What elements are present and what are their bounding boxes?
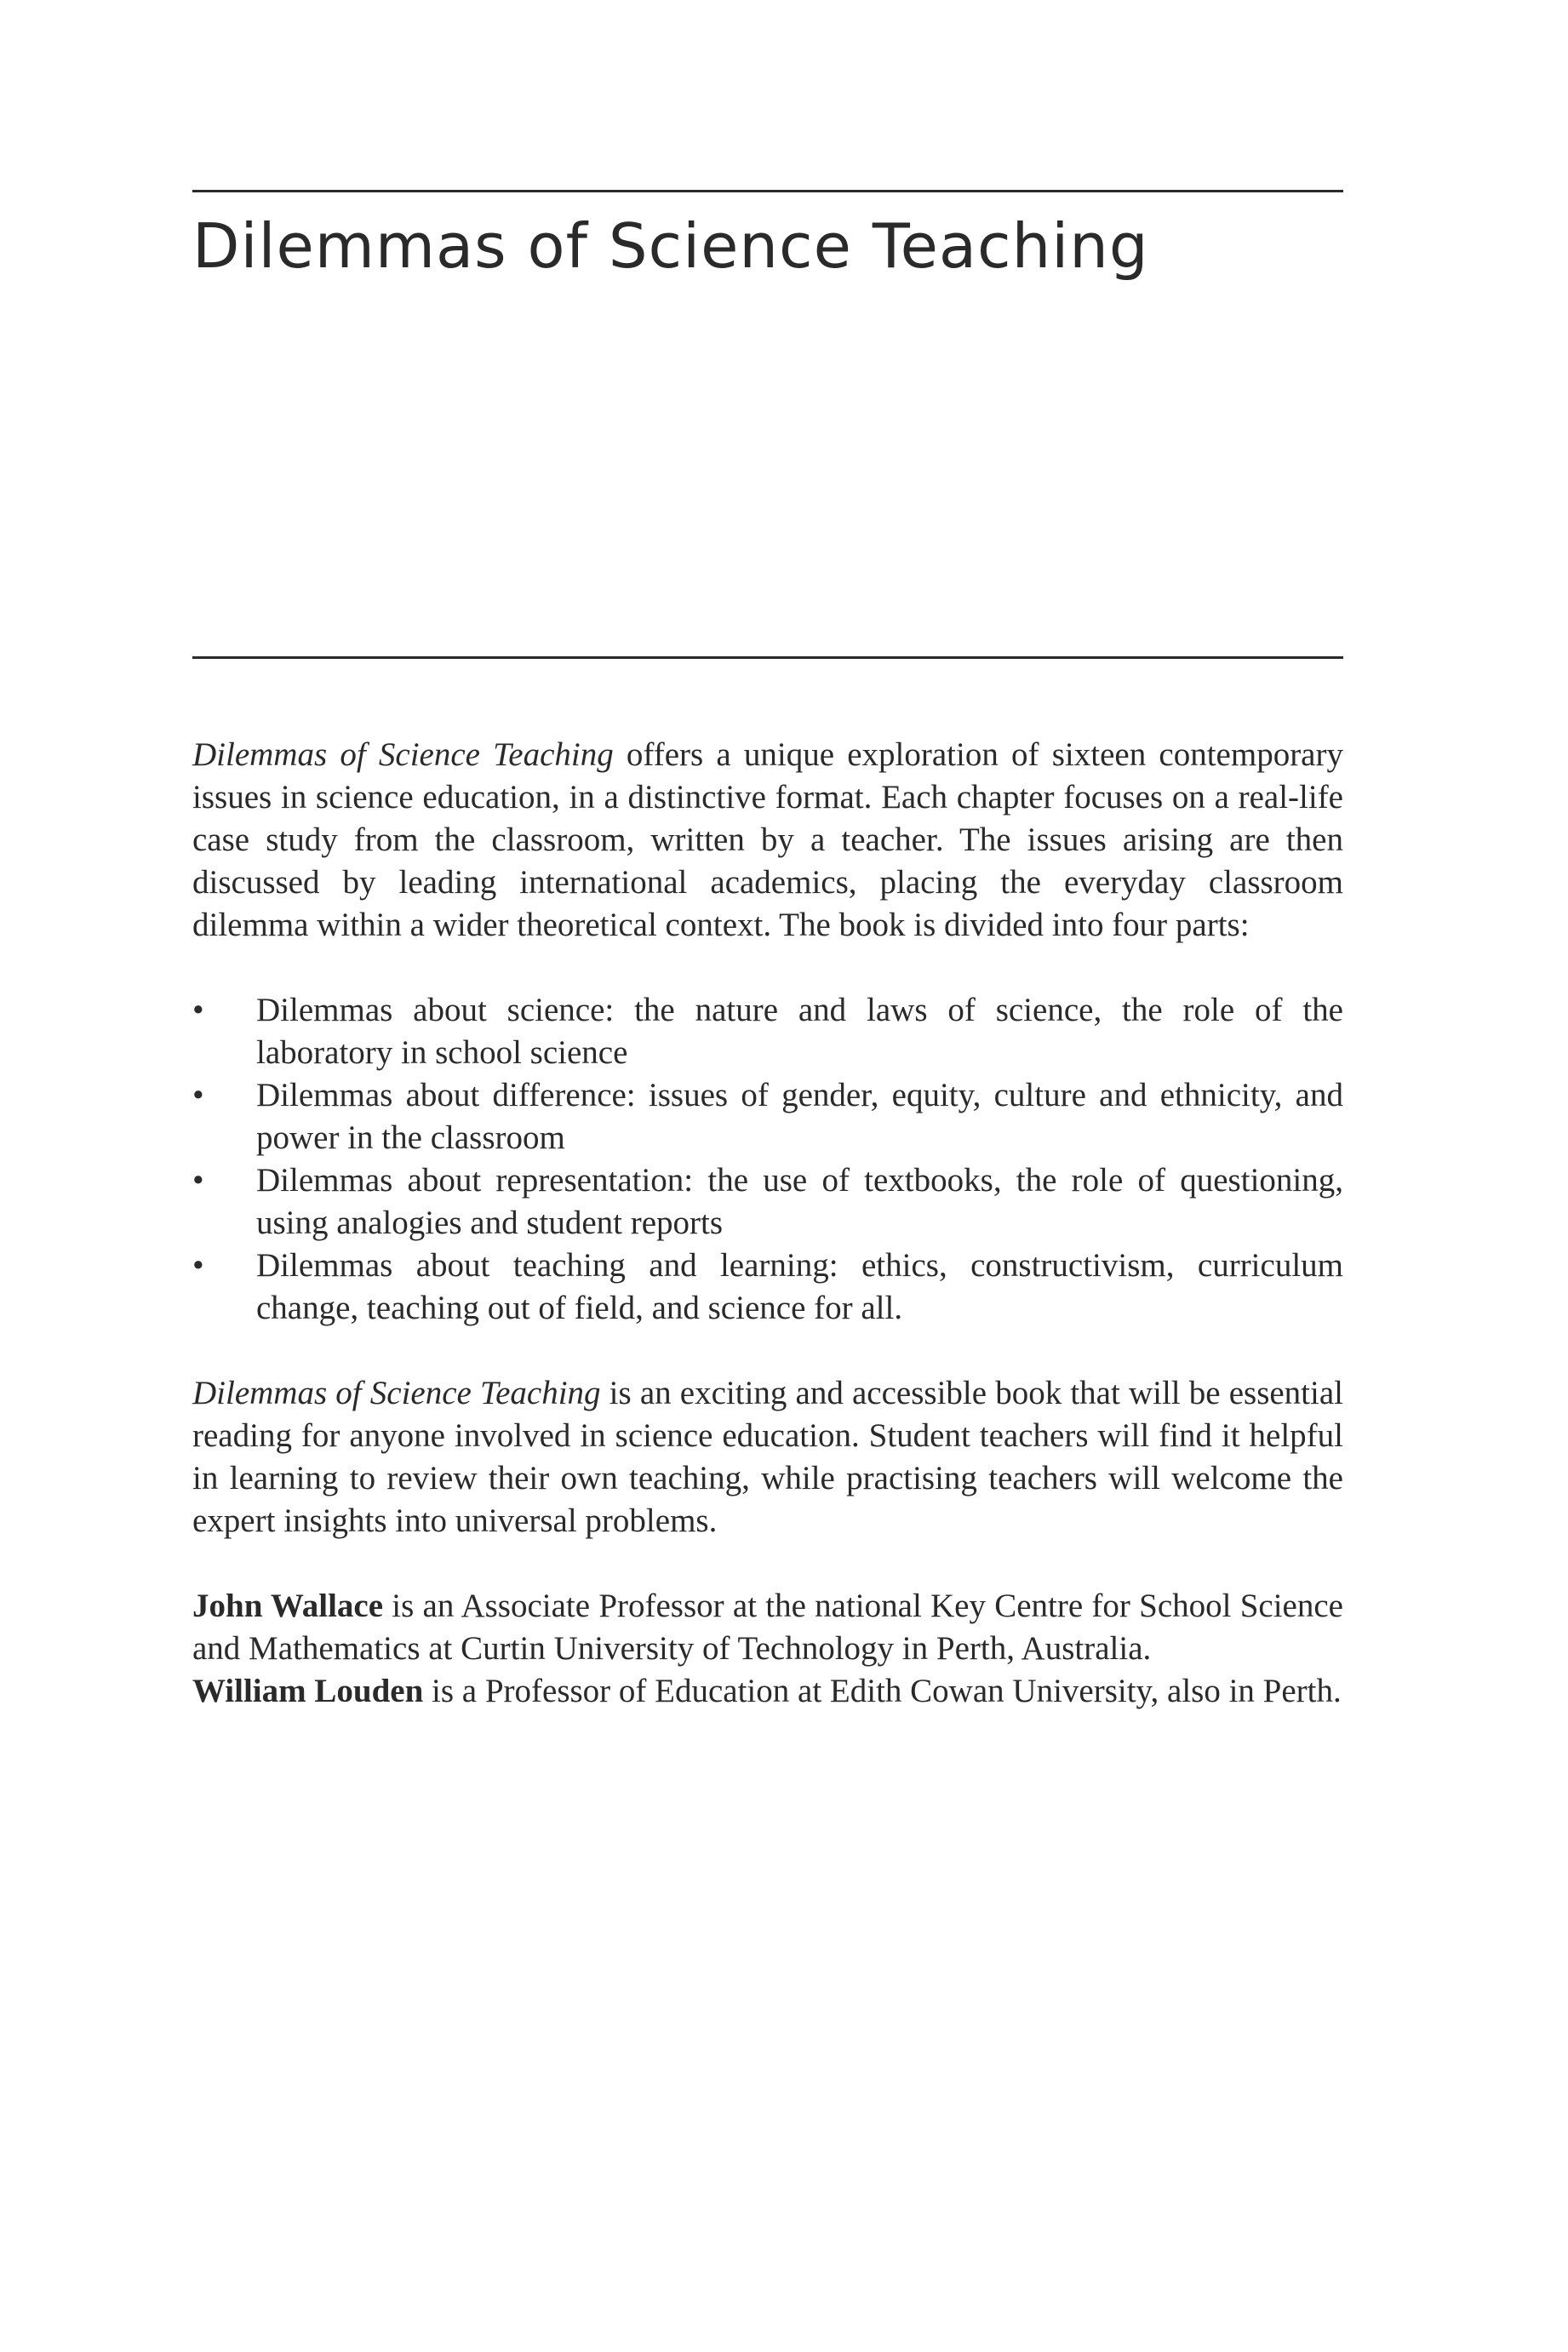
bullet: • <box>192 1162 204 1199</box>
list-item <box>192 1159 1343 1245</box>
author-bio: is a Professor of Education at Edith Cowan University, also in Perth. <box>423 1673 1342 1709</box>
list-item-text: Dilemmas about representation: the use of textbooks, the role of questioning, using analogies and student reports <box>256 1162 1343 1241</box>
top-rule <box>192 190 1343 192</box>
list-item <box>192 1074 1343 1159</box>
book-title: Dilemmas of Science Teaching <box>192 210 1149 282</box>
intro-text: offers a unique exploration of sixteen contemporary issues in science education, in a distinctive format. Each chapter focuses on a real-life case study from the classroom, written by a teacher. The issues arising are then discussed by leading international academics, placing the everyday classroom dilemma within a wider theoretical context. The book is divided into four parts: <box>192 736 1343 943</box>
author-bio: is an Associate Professor at the national Key Centre for School Science and Mathematics at Curtin University of Technology in Perth, Australia. <box>192 1588 1343 1667</box>
list-item-text: Dilemmas about difference: issues of gender, equity, culture and ethnicity, and power in the classroom <box>256 1077 1343 1156</box>
bullet: • <box>192 992 204 1028</box>
list-item-text: Dilemmas about science: the nature and laws of science, the role of the laboratory in school science <box>256 992 1343 1071</box>
list-item <box>192 989 1343 1074</box>
bullet: • <box>192 1077 204 1113</box>
blurb <box>192 734 1343 1713</box>
list-item <box>192 1245 1343 1330</box>
summary-text: is an exciting and accessible book that will be essential reading for anyone involved in science education. Student teachers will find it helpful in learning to review their own teaching, while practising teachers will welcome the expert insights into universal problems. <box>192 1375 1343 1539</box>
summary-paragraph <box>192 1372 1343 1542</box>
bullet: • <box>192 1247 204 1284</box>
bottom-rule <box>192 656 1343 659</box>
intro-paragraph <box>192 734 1343 947</box>
authors-paragraph <box>192 1585 1343 1713</box>
parts-list <box>192 989 1343 1330</box>
intro-book-title: Dilemmas of Science Teaching <box>192 736 614 773</box>
author-name: John Wallace <box>192 1588 384 1624</box>
list-item-text: Dilemmas about teaching and learning: ethics, constructivism, curriculum change, teaching out of field, and science for all. <box>256 1247 1343 1326</box>
author-name: William Louden <box>192 1673 424 1709</box>
summary-book-title: Dilemmas of Science Teaching <box>192 1375 601 1411</box>
